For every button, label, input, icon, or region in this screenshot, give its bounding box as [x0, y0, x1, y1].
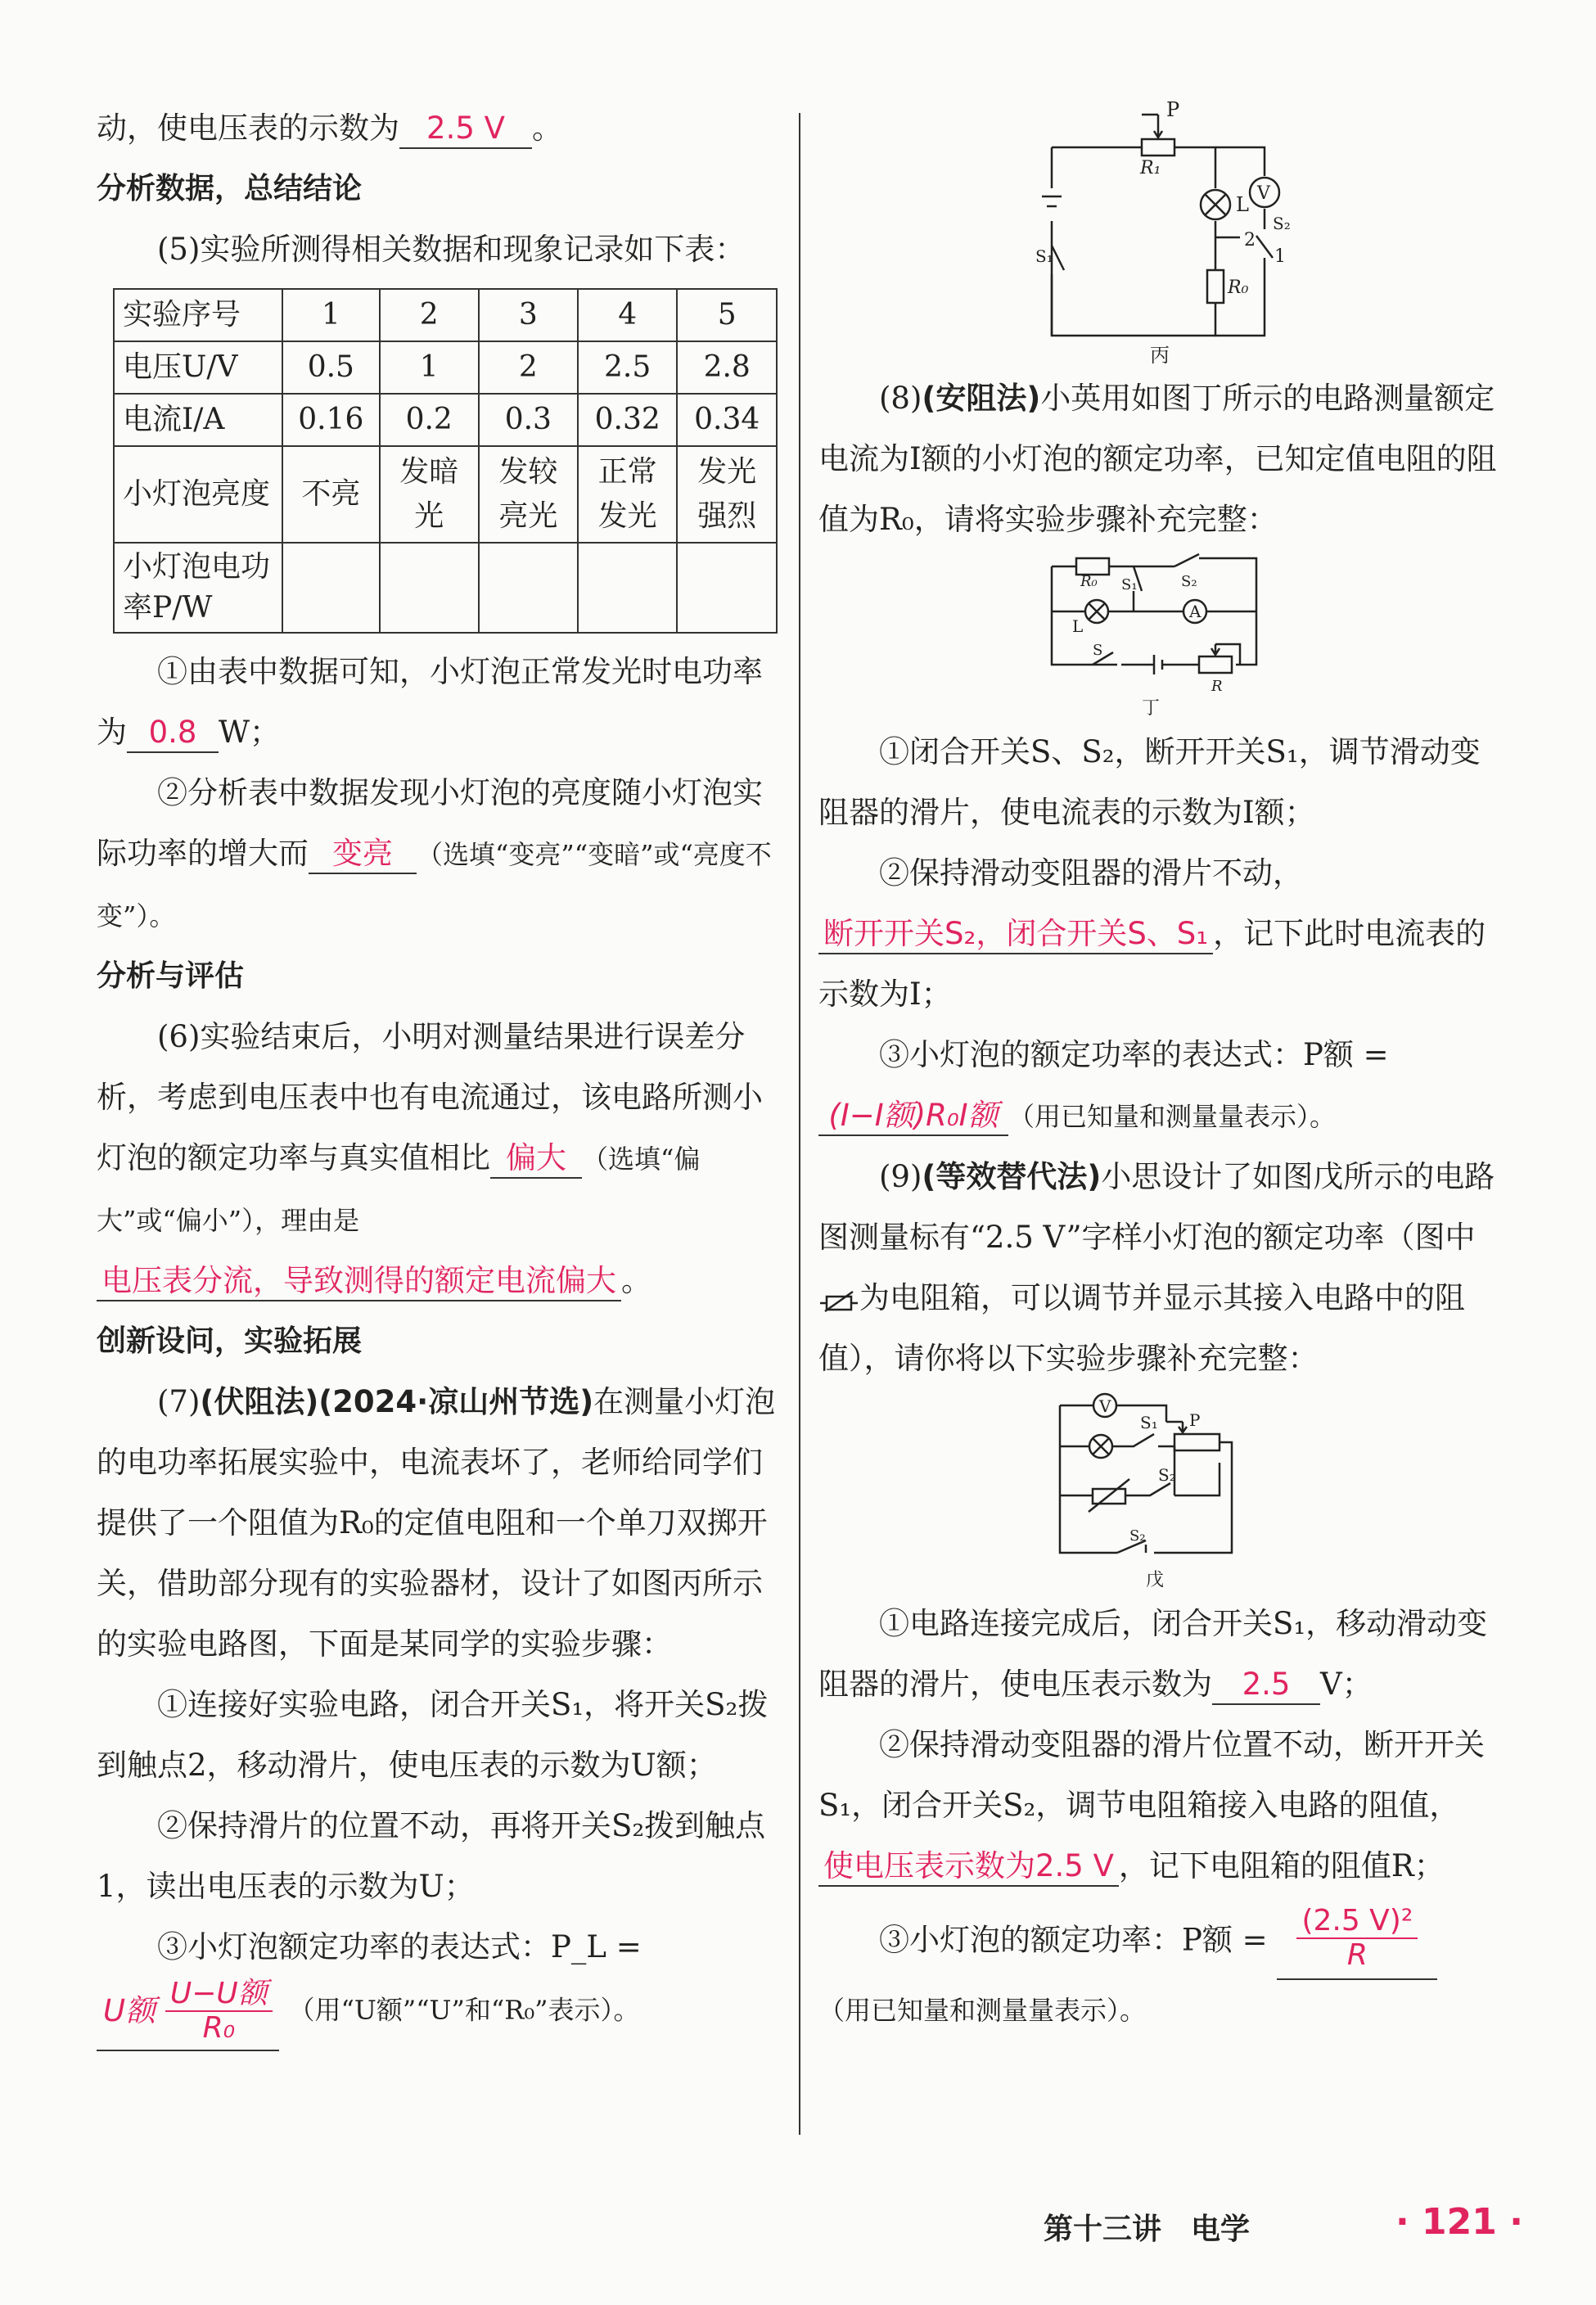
svg-text:R₀: R₀	[1080, 573, 1098, 590]
question-5a: ①由表中数据可知，小灯泡正常发光时电功率为 0.8 W；	[97, 642, 778, 763]
svg-text:L: L	[1236, 193, 1249, 216]
svg-text:S₂: S₂	[1181, 573, 1197, 590]
question-9b: ②保持滑动变阻器的滑片位置不动，断开开关S₁，闭合开关S₂，调节电阻箱接入电路的阻值，使电压表示数为2.5 V ，记下电阻箱的阻值R；	[818, 1715, 1498, 1897]
question-8: (8)(安阻法)小英用如图丁所示的电路测量额定电流为I额的小灯泡的额定功率，已知定值电阻的阻值为R₀，请将实验步骤补充完整：	[818, 381, 1497, 537]
section-heading: 分析数据，总结结论	[97, 172, 363, 205]
svg-text:R₁: R₁	[1140, 158, 1161, 178]
answer-blank: 2.5 V	[399, 110, 532, 149]
svg-text:V: V	[1099, 1396, 1111, 1416]
answer-blank: 2.5	[1212, 1666, 1320, 1705]
left-column	[97, 98, 778, 2051]
svg-text:S₁: S₁	[1121, 576, 1138, 593]
question-8b: ②保持滑动变阻器的滑片不动，断开开关S₂，闭合开关S、S₁ ，记下此时电流表的示数为I；	[818, 855, 1486, 1012]
line-voltage-answer: 动，使电压表的示数为 2.5 V 。	[97, 98, 778, 159]
circuit-diagram-ding	[1044, 550, 1273, 722]
question-5: (5)实验所测得相关数据和现象记录如下表：	[157, 232, 746, 267]
svg-text:R: R	[1211, 678, 1223, 695]
svg-text:A: A	[1189, 602, 1202, 621]
circuit-diagram-wu	[1044, 1389, 1273, 1594]
question-7c: ③小灯泡额定功率的表达式：P_L =	[157, 1929, 642, 1964]
svg-text:2: 2	[1244, 230, 1256, 250]
svg-text:L: L	[1072, 616, 1084, 636]
question-7b: ②保持滑片的位置不动，再将开关S₂拨到触点1，读出电压表的示数为U；	[97, 1808, 766, 1904]
answer-blank: 变亮	[309, 835, 417, 874]
answer-blank: 使电压表示数为2.5 V	[818, 1847, 1119, 1887]
lecture-title: 第十三讲 电学	[1044, 2213, 1251, 2246]
answer-fraction: $\frac{\text{(2.5 V)²}}{R}$	[1296, 1905, 1418, 1972]
question-6: (6)实验结束后，小明对测量结果进行误差分析，考虑到电压表中也有电流通过，该电路所测小灯泡的额定功率与真实值相比 偏大 （选填“偏大”或“偏小”），理由是电压表分流，导致测得的额定电流偏大 。	[97, 1007, 778, 1311]
svg-text:S₁: S₁	[1140, 1413, 1158, 1432]
answer-fraction: $\frac{\text{U−U额}}{\text{R₀}}$	[165, 1978, 273, 2045]
section-heading: 分析与评估	[97, 959, 245, 993]
svg-text:1: 1	[1274, 246, 1286, 267]
question-7c-answer: U额 $\frac{\text{U−U额}}{\text{R₀}}$ （用“U额”“U”和“R₀”表示）。	[97, 1978, 778, 2051]
question-5b: ②分析表中数据发现小灯泡的亮度随小灯泡实际功率的增大而 变亮 （选填“变亮”“变暗”或“亮度不变”）。	[97, 775, 772, 931]
svg-text:R₀: R₀	[1228, 277, 1249, 298]
figure-caption: 丁	[1142, 698, 1161, 719]
question-9: (9)(等效替代法)小思设计了如图戊所示的电路图测量标有“2.5 V”字样小灯泡的额定功率（图中为电阻箱，可以调节并显示其接入电路中的阻值），请你将以下实验步骤补充完整：	[818, 1159, 1495, 1376]
data-table: 实验序号 1 2 3 4 5 电压U/V 0.5 1 2 2.5 2.8 电流I/A 0.16 0.2 0.3 0.32 0.34 小灯泡亮度 不亮 发暗光 发较亮光 正常发光 发光强烈 小灯泡电功率P/W	[113, 288, 778, 634]
section-heading: 创新设问，实验拓展	[97, 1324, 363, 1358]
circuit-diagram-bing	[1035, 98, 1291, 368]
figure-caption: 丙	[1150, 344, 1170, 367]
answer-blank: 0.8	[127, 714, 219, 753]
svg-text:V: V	[1257, 183, 1270, 204]
answer-blank: 断开开关S₂，闭合开关S、S₁	[818, 915, 1213, 954]
table-header: 小灯泡亮度	[114, 446, 282, 543]
question-8c: ③小灯泡的额定功率的表达式：P额 = (I−I额)R₀I额 （用已知量和测量量表示）。	[818, 1025, 1498, 1147]
column-divider	[799, 113, 800, 2135]
svg-text:S₂: S₂	[1158, 1465, 1176, 1485]
page-number: · 121 ·	[1395, 2201, 1523, 2243]
svg-text:S: S	[1093, 642, 1103, 659]
svg-text:S₁: S₁	[1035, 246, 1053, 266]
question-9c: ③小灯泡的额定功率：P额 = $\frac{\text{(2.5 V)²}}{R}$	[818, 1905, 1498, 1980]
svg-text:P: P	[1189, 1410, 1201, 1430]
right-column	[818, 98, 1498, 2041]
answer-blank: 偏大	[490, 1139, 582, 1179]
answer-blank: (I−I额)R₀I额	[818, 1097, 1008, 1136]
svg-text:S₂: S₂	[1273, 214, 1291, 233]
svg-text:S₂: S₂	[1129, 1527, 1146, 1545]
table-header: 实验序号	[114, 289, 282, 341]
svg-text:P: P	[1166, 98, 1180, 121]
table-header: 小灯泡电功率P/W	[114, 543, 282, 633]
table-header: 电流I/A	[114, 394, 282, 446]
answer-blank: 电压表分流，导致测得的额定电流偏大	[97, 1262, 621, 1301]
question-9c-note: （用已知量和测量量表示）。	[818, 1995, 1147, 2026]
table-header: 电压U/V	[114, 341, 282, 394]
figure-caption: 戊	[1146, 1570, 1165, 1590]
question-7a: ①连接好实验电路，闭合开关S₁，将开关S₂拨到触点2，移动滑片，使电压表的示数为U额；	[97, 1687, 769, 1783]
question-8a: ①闭合开关S、S₂，断开开关S₁，调节滑动变阻器的滑片，使电流表的示数为I额；	[818, 734, 1481, 830]
resistance-box-icon	[818, 1288, 859, 1313]
question-9a: ①电路连接完成后，闭合开关S₁，移动滑动变阻器的滑片，使电压表示数为 2.5 V；	[818, 1594, 1498, 1715]
question-7: (7)(伏阻法)(2024·凉山州节选)在测量小灯泡的电功率拓展实验中，电流表坏了，老师给同学们提供了一个阻值为R₀的定值电阻和一个单刀双掷开关，借助部分现有的实验器材，设计了如图丙所示的实验电路图，下面是某同学的实验步骤：	[97, 1384, 776, 1662]
